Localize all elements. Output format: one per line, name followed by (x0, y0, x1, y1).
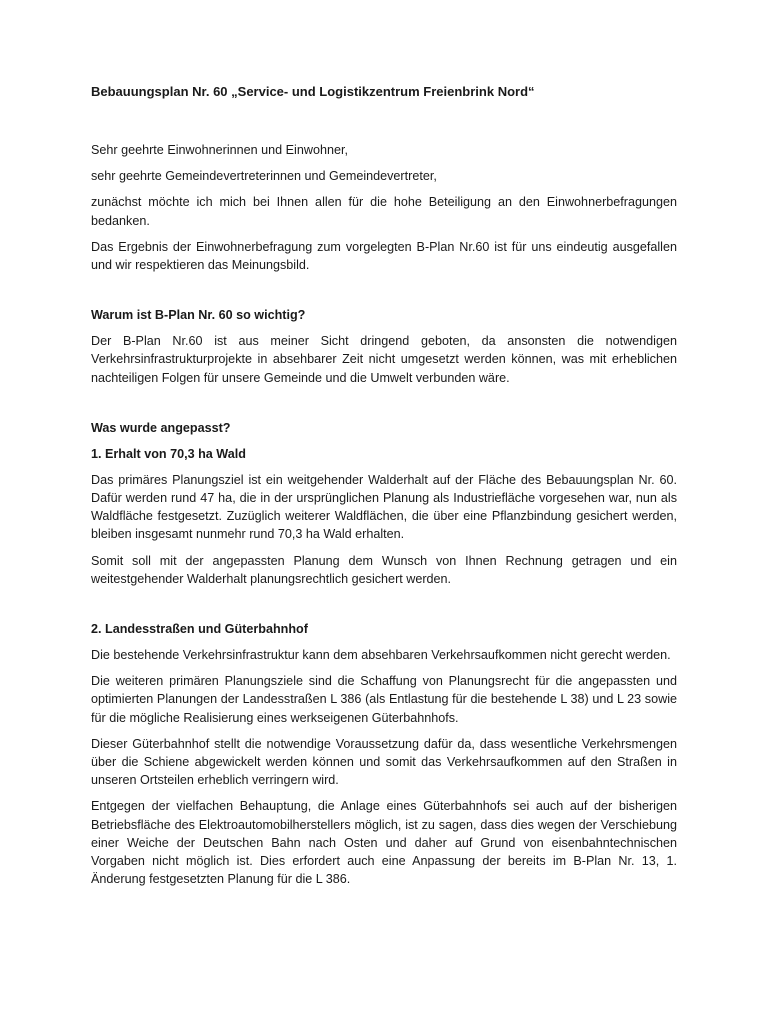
section-heading-forest: 1. Erhalt von 70,3 ha Wald (91, 446, 246, 461)
document-page (91, 83, 677, 896)
salutation-residents: Sehr geehrte Einwohnerinnen und Einwohner, (91, 143, 348, 157)
salutation-council: sehr geehrte Gemeindevertreterinnen und Gemeindevertreter, (91, 169, 437, 184)
section-roads-paragraph: Entgegen der vielfachen Behauptung, die Anlage eines Güterbahnhofs sei auch auf der bisherigen Betriebsfläche des Elektroautomobilherstellers möglich, ist zu sagen, dass dies wegen der Verschiebung einer Weiche der Deutschen Bahn nach Osten und daher auf Grund von eisenbahntechnischen Vorgaben nicht möglich ist. Dies erfordert auch eine Anpassung der bereits im B-Plan Nr. 13, 1. Änderung festgesetzten Planung für die L 386. (91, 799, 677, 887)
intro-paragraph: zunächst möchte ich mich bei Ihnen allen für die hohe Beteiligung an den Einwohnerbefragungen bedanken. (91, 195, 677, 228)
section-roads-paragraph: Dieser Güterbahnhof stellt die notwendige Voraussetzung dafür da, dass wesentliche Verkehrsmengen über die Schiene abgewickelt werden können und somit das Verkehrsaufkommen auf den Straßen in unseren Ortsteilen erheblich verringern wird. (91, 736, 677, 788)
document-title: Bebauungsplan Nr. 60 „Service- und Logistikzentrum Freienbrink Nord“ (91, 84, 535, 99)
section-why-paragraph: Der B-Plan Nr.60 ist aus meiner Sicht dringend geboten, da ansonsten die notwendigen Verkehrsinfrastrukturprojekte in absehbarer Zeit nicht umgesetzt werden können, was mit erheblichen nachteiligen Folgen für unsere Gemeinde und die Umwelt verbunden wäre. (91, 334, 677, 385)
section-heading-roads: 2. Landesstraßen und Güterbahnhof (91, 622, 308, 637)
section-heading-changes: Was wurde angepasst? (91, 420, 231, 435)
section-heading-why: Warum ist B-Plan Nr. 60 so wichtig? (91, 308, 306, 323)
section-roads-paragraph: Die weiteren primären Planungsziele sind die Schaffung von Planungsrecht für die angepassten und optimierten Planungen der Landesstraßen L 386 (als Entlastung für die bestehende L 38) und L 23 sowie für die mögliche Realisierung eines werkseigenen Güterbahnhofs. (91, 674, 677, 725)
section-roads-paragraph: Die bestehende Verkehrsinfrastruktur kann dem absehbaren Verkehrsaufkommen nicht gerecht werden. (91, 648, 671, 663)
intro-paragraph: Das Ergebnis der Einwohnerbefragung zum vorgelegten B-Plan Nr.60 ist für uns eindeutig ausgefallen und wir respektieren das Meinungsbild. (91, 239, 677, 273)
section-forest-paragraph: Das primäres Planungsziel ist ein weitgehender Walderhalt auf der Fläche des Bebauungsplan Nr. 60. Dafür werden rund 47 ha, die in der ursprünglichen Planung als Industriefläche vorgesehen war, nun als Waldfläche festgesetzt. Zuzüglich weiterer Waldflächen, die über eine Pflanzbindung gesichert werden, bleiben insgesamt nunmehr rund 70,3 ha Wald erhalten. (91, 472, 677, 542)
section-forest-paragraph: Somit soll mit der angepassten Planung dem Wunsch von Ihnen Rechnung getragen und ein weitestgehender Walderhalt planungsrechtlich gesichert werden. (91, 553, 677, 586)
